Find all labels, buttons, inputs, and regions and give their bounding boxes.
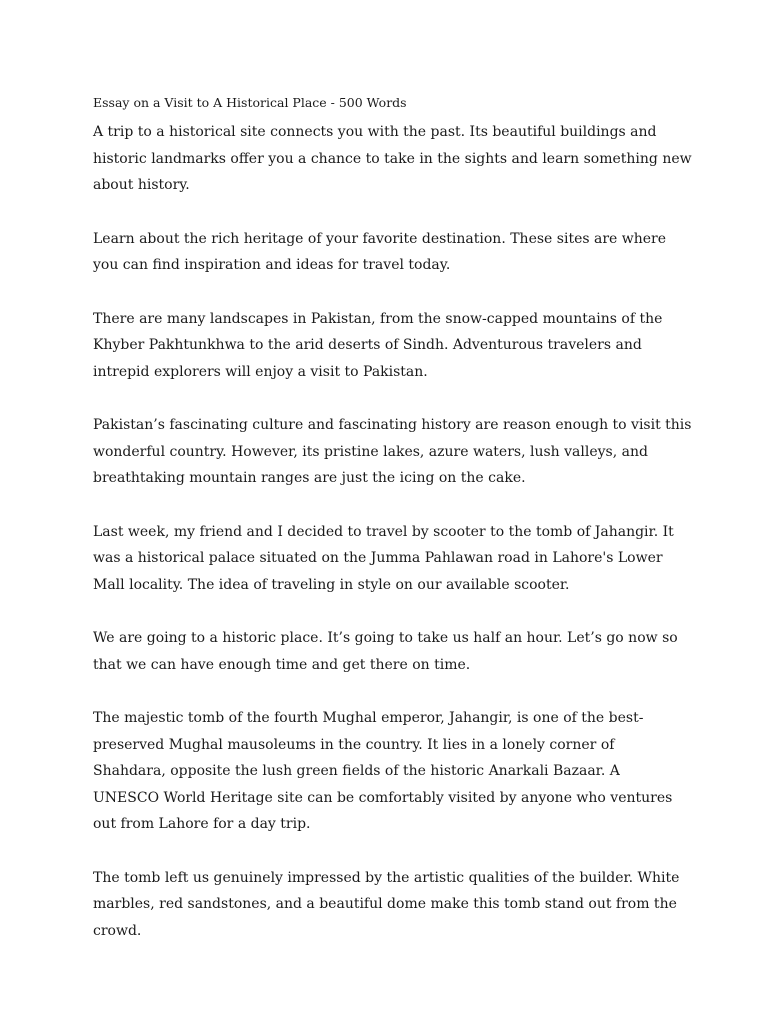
paragraph	[93, 412, 693, 492]
text-line: Learn about the rich heritage of your favorite destination. These sites are where	[93, 230, 667, 247]
text-line: Khyber Pakhtunkhwa to the arid deserts of Sindh. Adventurous travelers and	[93, 337, 642, 353]
text-line: you can find inspiration and ideas for travel today.	[93, 257, 451, 273]
text-line: intrepid explorers will enjoy a visit to Pakistan.	[93, 363, 428, 380]
paragraph	[93, 705, 693, 838]
text-line: UNESCO World Heritage site can be comfortably visited by anyone who ventures	[93, 789, 673, 806]
text-line: out from Lahore for a day trip.	[93, 816, 311, 832]
text-line: preserved Mughal mausoleums in the country. It lies in a lonely corner of	[93, 736, 615, 753]
text-line: We are going to a historic place. It’s going to take us half an hour. Let’s go now so	[93, 630, 678, 646]
text-line: marbles, red sandstones, and a beautiful dome make this tomb stand out from the	[93, 896, 677, 912]
text-line: wonderful country. However, its pristine lakes, azure waters, lush valleys, and	[93, 443, 648, 460]
paragraph	[93, 119, 693, 199]
text-line: The tomb left us genuinely impressed by the artistic qualities of the builder. White	[93, 869, 680, 886]
text-line: crowd.	[93, 922, 142, 939]
paragraph	[93, 865, 693, 945]
text-line: Shahdara, opposite the lush green fields of the historic Anarkali Bazaar. A	[93, 763, 620, 779]
text-line: about history.	[93, 177, 190, 193]
text-line: Last week, my friend and I decided to travel by scooter to the tomb of Jahangir. It	[93, 523, 674, 540]
text-line: historic landmarks offer you a chance to take in the sights and learn something new	[93, 150, 692, 167]
paragraph	[93, 519, 693, 599]
text-line: breathtaking mountain ranges are just the icing on the cake.	[93, 470, 526, 486]
document-title: Essay on a Visit to A Historical Place - 500 Words	[93, 95, 407, 110]
text-line: was a historical palace situated on the Jumma Pahlawan road in Lahore's Lower	[93, 550, 663, 566]
text-line: Pakistan’s fascinating culture and fascinating history are reason enough to visit this	[93, 417, 692, 433]
text-line: that we can have enough time and get there on time.	[93, 656, 471, 673]
text-line: Mall locality. The idea of traveling in style on our available scooter.	[93, 576, 570, 593]
text-line: The majestic tomb of the fourth Mughal emperor, Jahangir, is one of the best-	[93, 710, 644, 726]
text-line: There are many landscapes in Pakistan, from the snow-capped mountains of the	[93, 310, 663, 327]
document-body	[93, 119, 693, 971]
paragraph	[93, 306, 693, 386]
paragraph	[93, 226, 693, 279]
text-line: A trip to a historical site connects you with the past. Its beautiful buildings and	[93, 124, 657, 140]
paragraph	[93, 625, 693, 678]
